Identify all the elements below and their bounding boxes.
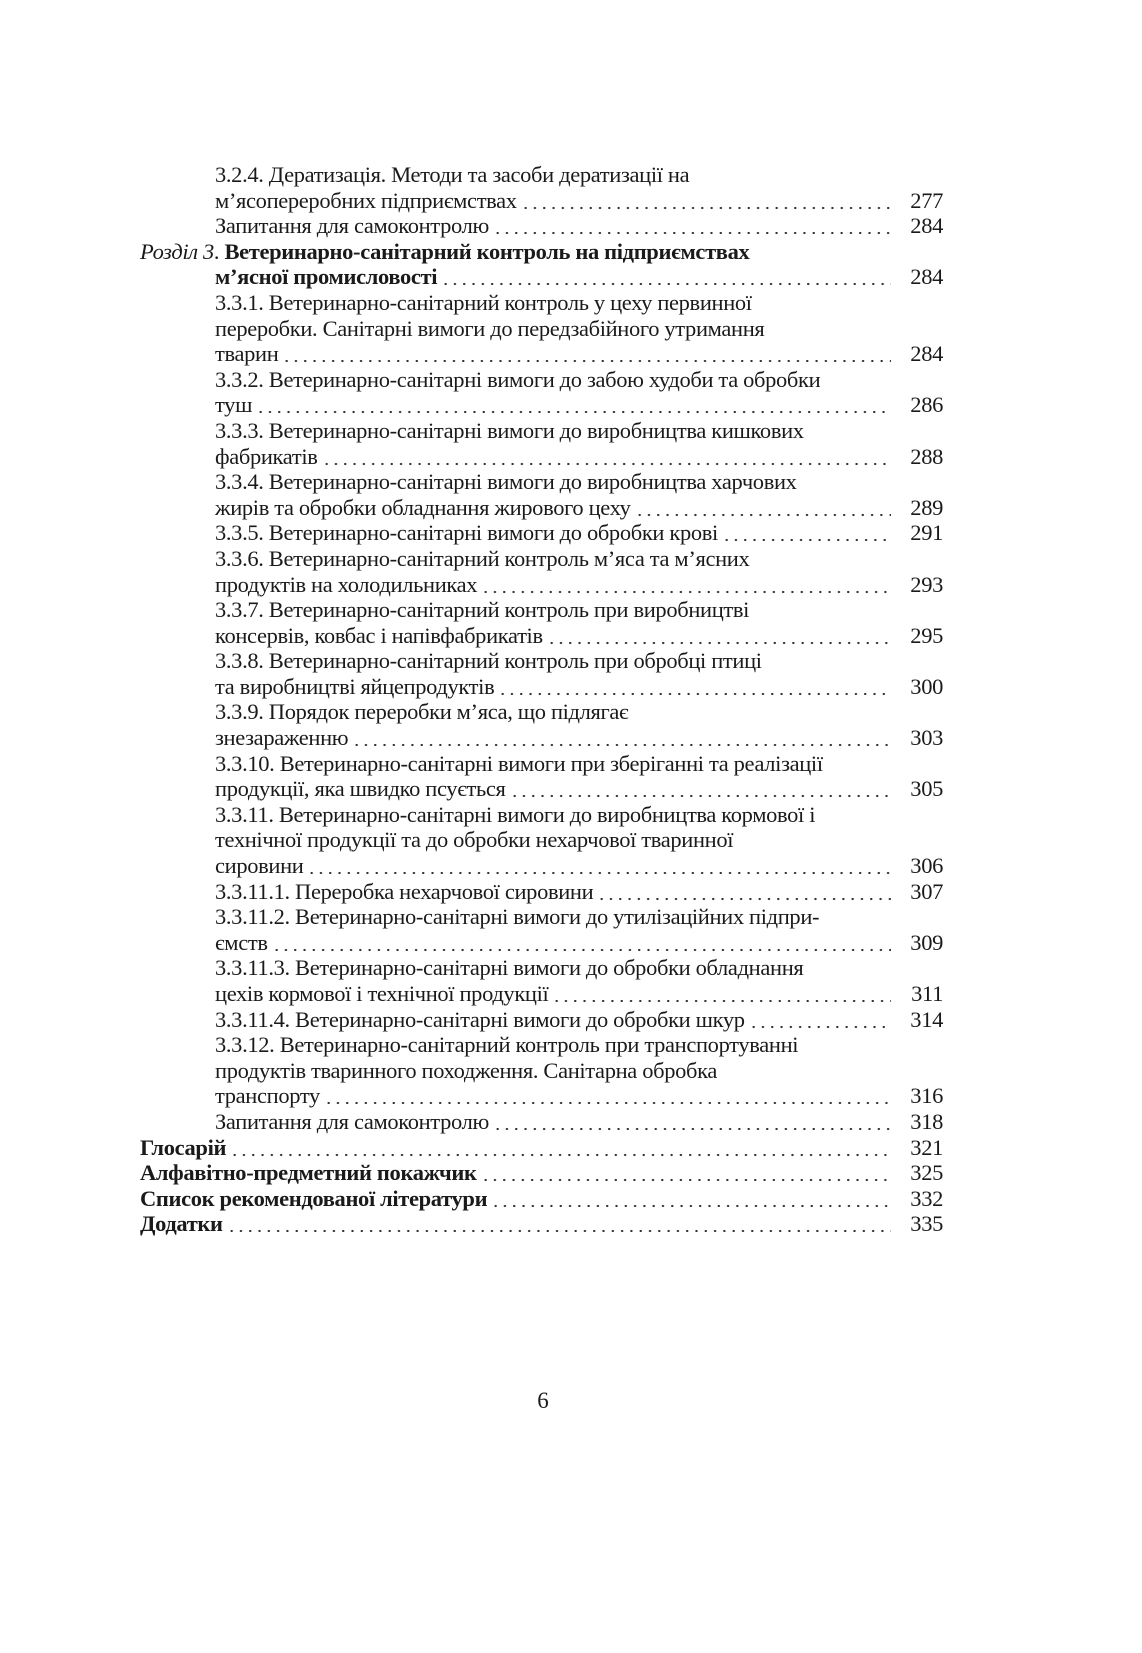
toc-line-text-wrap xyxy=(215,827,733,853)
toc-line-text-wrap xyxy=(140,1135,226,1161)
toc-line-text-wrap xyxy=(215,1007,745,1033)
toc-line-text-wrap xyxy=(215,648,762,674)
toc-line-text: 3.2.4. Дератизація. Методи та засоби дератизації на xyxy=(215,162,690,187)
toc-page-number: 325 xyxy=(910,1160,943,1186)
toc-line-text: 3.3.10. Ветеринарно-санітарні вимоги при зберіганні та реалізації xyxy=(215,750,823,776)
toc-line xyxy=(140,572,943,598)
dot-leader xyxy=(635,495,891,521)
toc-page-number: 291 xyxy=(910,520,943,546)
toc-line-text-wrap xyxy=(215,316,764,342)
toc-entry[interactable] xyxy=(140,290,943,367)
toc-line-text: Глосарій xyxy=(140,1134,227,1160)
toc-page-number: 332 xyxy=(910,1185,943,1211)
dot-leader xyxy=(352,725,891,751)
toc-line xyxy=(140,802,943,828)
toc-line xyxy=(140,981,943,1007)
toc-line xyxy=(140,239,943,265)
toc-entry[interactable] xyxy=(140,1135,943,1161)
toc-line xyxy=(140,418,943,444)
toc-entry[interactable] xyxy=(140,469,943,520)
toc-entry[interactable] xyxy=(140,1211,943,1237)
toc-line-text-wrap xyxy=(215,495,631,521)
toc-line-text-wrap xyxy=(215,213,489,239)
toc-line-text: знезараженню xyxy=(215,725,349,751)
toc-line-text-wrap xyxy=(215,264,437,290)
dot-leader xyxy=(493,213,891,239)
toc-line-text-wrap xyxy=(215,879,593,905)
toc-line-text: ємств xyxy=(215,929,268,955)
dot-leader xyxy=(282,341,891,367)
toc-line-text: Додатки xyxy=(140,1211,223,1237)
toc-line xyxy=(140,1186,943,1212)
toc-line xyxy=(140,188,943,214)
toc-line-text-wrap xyxy=(215,392,252,418)
toc-line-text-wrap xyxy=(215,1058,717,1084)
toc-line xyxy=(140,879,943,905)
toc-entry[interactable] xyxy=(140,367,943,418)
toc-line-text-wrap xyxy=(215,981,548,1007)
toc-line-text-wrap xyxy=(215,546,749,572)
toc-line xyxy=(140,1160,943,1186)
toc-page-number: 289 xyxy=(910,494,943,520)
toc-line-text: фабрикатів xyxy=(215,443,318,469)
dot-leader xyxy=(491,1186,891,1212)
toc-page-number: 305 xyxy=(910,776,943,802)
toc-line-text-wrap xyxy=(215,1083,320,1109)
toc-line xyxy=(140,1007,943,1033)
toc-line-text: 3.3.9. Порядок переробки м’яса, що підлягає xyxy=(215,699,629,725)
toc-line xyxy=(140,827,943,853)
toc-line xyxy=(140,316,943,342)
toc-line-text-wrap xyxy=(140,1160,477,1186)
toc-entry[interactable] xyxy=(140,904,943,955)
toc-line-text: жирів та обробки обладнання жирового цеху xyxy=(215,494,631,520)
toc-line xyxy=(140,751,943,777)
toc-line-text-wrap xyxy=(215,1032,798,1058)
toc-line xyxy=(140,623,943,649)
toc-line-text-wrap xyxy=(215,469,797,495)
toc-line-text: технічної продукції та до обробки нехарчової тваринної xyxy=(215,827,734,853)
toc-line xyxy=(140,904,943,930)
toc-line-text: 3.3.11.2. Ветеринарно-санітарні вимоги до утилізаційних підпри- xyxy=(215,904,820,930)
toc-entry[interactable] xyxy=(140,597,943,648)
toc-line-text-wrap xyxy=(215,802,815,828)
toc-line-text: 3.3.8. Ветеринарно-санітарний контроль при обробці птиці xyxy=(215,648,762,674)
toc-line-text-wrap xyxy=(140,1186,487,1212)
dot-leader xyxy=(493,1109,891,1135)
toc-line xyxy=(140,930,943,956)
toc-line-text: транспорту xyxy=(215,1083,320,1109)
toc-line xyxy=(140,597,943,623)
toc-line-text: 3.3.5. Ветеринарно-санітарні вимоги до обробки крові xyxy=(215,520,718,546)
toc-entry[interactable] xyxy=(140,239,943,290)
toc-line-text: 3.3.11. Ветеринарно-санітарні вимоги до виробництва кормової і xyxy=(215,801,816,827)
toc-line-text: 3.3.6. Ветеринарно-санітарний контроль м’яса та м’ясних xyxy=(215,545,750,571)
toc-line-text: та виробництві яйцепродуктів xyxy=(215,673,495,699)
dot-leader xyxy=(441,264,891,290)
toc-line-text: продуктів на холодильниках xyxy=(215,571,478,597)
toc-page-number: 284 xyxy=(910,264,943,290)
toc-line-text-wrap xyxy=(215,341,278,367)
toc-line-text: цехів кормової і технічної продукції xyxy=(215,981,549,1006)
toc-page-number: 335 xyxy=(910,1211,943,1237)
toc-line-text: 3.3.11.1. Переробка нехарчової сировини xyxy=(215,878,594,904)
dot-leader xyxy=(322,444,891,470)
chapter-label: Розділ 3 xyxy=(140,238,214,264)
toc-entry[interactable] xyxy=(140,418,943,469)
toc-line xyxy=(140,648,943,674)
dot-leader xyxy=(272,930,891,956)
toc-line-text-wrap xyxy=(215,751,823,777)
toc-entry[interactable] xyxy=(140,879,943,905)
toc-entry[interactable] xyxy=(140,699,943,750)
toc-entry[interactable] xyxy=(140,955,943,1006)
toc-line xyxy=(140,341,943,367)
toc-line-text: 3.3.2. Ветеринарно-санітарні вимоги до забою худоби та обробки xyxy=(215,366,821,392)
toc-page-number: 318 xyxy=(910,1108,943,1134)
toc-line-text-wrap xyxy=(215,853,303,879)
toc-line-text: 3.3.4. Ветеринарно-санітарні вимоги до виробництва харчових xyxy=(215,469,797,495)
toc-line xyxy=(140,1211,943,1237)
toc-line-text: Запитання для самоконтролю xyxy=(215,1108,489,1134)
toc-line-text-wrap xyxy=(215,1109,489,1135)
toc-line xyxy=(140,1032,943,1058)
toc-line-text: продуктів тваринного походження. Санітарна обробка xyxy=(215,1057,717,1083)
toc-line-text: сировини xyxy=(215,853,304,879)
toc-line-text: 3.3.3. Ветеринарно-санітарні вимоги до виробництва кишкових xyxy=(215,417,804,443)
toc-line xyxy=(140,955,943,981)
toc-page-number: 284 xyxy=(910,341,943,367)
toc-entry[interactable] xyxy=(140,751,943,802)
toc-line-text: м’ясної промисловості xyxy=(215,264,438,290)
dot-leader xyxy=(230,1135,891,1161)
toc-line-text: переробки. Санітарні вимоги до передзабійного утримання xyxy=(215,315,765,341)
toc-line-text-wrap xyxy=(215,572,477,598)
toc-entry[interactable] xyxy=(140,1186,943,1212)
toc-line-text-wrap xyxy=(215,520,718,546)
toc-line xyxy=(140,444,943,470)
toc-line-text-wrap xyxy=(215,904,819,930)
toc-line xyxy=(140,162,943,188)
toc-entry[interactable] xyxy=(140,648,943,699)
toc-line xyxy=(140,213,943,239)
toc-line-text: тварин xyxy=(215,341,279,367)
page-number: 6 xyxy=(537,1388,549,1413)
toc-line-text-wrap xyxy=(215,930,268,956)
toc-page-number: 284 xyxy=(910,213,943,239)
dot-leader xyxy=(481,1160,891,1186)
toc-page-number: 293 xyxy=(910,571,943,597)
toc-line xyxy=(140,725,943,751)
toc-page-number: 286 xyxy=(910,392,943,418)
toc-page-number: 309 xyxy=(910,929,943,955)
toc-line-text: м’ясопереробних підприємствах xyxy=(215,187,517,213)
toc-entry[interactable] xyxy=(140,1007,943,1033)
toc-line xyxy=(140,776,943,802)
toc-line-text-wrap xyxy=(215,699,628,725)
toc-entry[interactable] xyxy=(140,162,943,213)
toc-line xyxy=(140,469,943,495)
toc-line-text-wrap xyxy=(215,776,506,802)
dot-leader xyxy=(481,572,891,598)
toc-line xyxy=(140,1135,943,1161)
toc-line xyxy=(140,264,943,290)
toc-line-text: 3.3.7. Ветеринарно-санітарний контроль при виробництві xyxy=(215,597,750,623)
toc-line xyxy=(140,699,943,725)
toc-line-text-wrap xyxy=(215,725,348,751)
toc-line xyxy=(140,1058,943,1084)
toc-line-text: 3.3.1. Ветеринарно-санітарний контроль у цеху первинної xyxy=(215,289,752,315)
toc-line xyxy=(140,1109,943,1135)
dot-leader xyxy=(324,1083,891,1109)
dot-leader xyxy=(521,188,891,214)
toc-line xyxy=(140,1083,943,1109)
toc-entry[interactable] xyxy=(140,213,943,239)
toc-entry[interactable] xyxy=(140,802,943,879)
toc-page-number: 311 xyxy=(911,981,943,1006)
toc-line-text: продукції, яка швидко псується xyxy=(215,776,506,802)
toc-page-number: 316 xyxy=(910,1083,943,1109)
toc-line-text-wrap xyxy=(215,623,543,649)
dot-leader xyxy=(722,520,891,546)
toc-line xyxy=(140,392,943,418)
toc-line-text-wrap xyxy=(215,418,804,444)
toc-entry[interactable] xyxy=(140,1160,943,1186)
toc-line-text: Список рекомендованої літератури xyxy=(140,1185,488,1211)
toc-line-text: Запитання для самоконтролю xyxy=(215,213,489,239)
toc-entry[interactable] xyxy=(140,546,943,597)
table-of-contents xyxy=(140,162,943,1237)
dot-leader xyxy=(256,392,891,418)
toc-line-text-wrap xyxy=(140,239,749,265)
toc-line-text: Ветеринарно-санітарний контроль на підприємствах xyxy=(224,238,750,264)
toc-line-text-wrap xyxy=(215,367,820,393)
toc-line-text: 3.3.12. Ветеринарно-санітарний контроль при транспортуванні xyxy=(215,1032,799,1058)
toc-line-text: 3.3.11.3. Ветеринарно-санітарні вимоги до обробки обладнання xyxy=(215,955,804,981)
toc-line xyxy=(140,367,943,393)
toc-line xyxy=(140,520,943,546)
toc-line xyxy=(140,674,943,700)
toc-page-number: 295 xyxy=(910,622,943,648)
toc-line xyxy=(140,853,943,879)
toc-line-text-wrap xyxy=(215,290,752,316)
toc-line-text-wrap xyxy=(215,162,689,188)
toc-line-text-wrap xyxy=(215,188,517,214)
dot-leader xyxy=(597,879,891,905)
toc-page-number: 303 xyxy=(910,725,943,751)
dot-leader xyxy=(498,674,891,700)
toc-line-text-wrap xyxy=(215,955,803,981)
toc-line-text: Алфавітно-предметний покажчик xyxy=(140,1160,477,1186)
dot-leader xyxy=(307,853,891,879)
toc-page-number: 288 xyxy=(910,443,943,469)
toc-line-text-wrap xyxy=(215,444,318,470)
toc-line xyxy=(140,546,943,572)
toc-entry[interactable] xyxy=(140,1109,943,1135)
toc-page-number: 307 xyxy=(910,878,943,904)
dot-leader xyxy=(547,623,891,649)
chapter-separator: . xyxy=(213,238,225,264)
toc-line-text-wrap xyxy=(215,674,494,700)
dot-leader xyxy=(552,981,891,1007)
dot-leader xyxy=(749,1007,891,1033)
toc-entry[interactable] xyxy=(140,520,943,546)
toc-line-text: консервів, ковбас і напівфабрикатів xyxy=(215,622,543,648)
toc-page-number: 306 xyxy=(910,853,943,879)
dot-leader xyxy=(227,1211,891,1237)
toc-line xyxy=(140,495,943,521)
toc-page-number: 300 xyxy=(910,673,943,699)
dot-leader xyxy=(510,776,891,802)
toc-page-number: 277 xyxy=(910,187,943,213)
toc-line-text: туш xyxy=(215,392,253,418)
toc-page-number: 314 xyxy=(910,1006,943,1032)
toc-page-number: 321 xyxy=(910,1134,943,1160)
toc-line-text-wrap xyxy=(215,597,749,623)
toc-line-text: 3.3.11.4. Ветеринарно-санітарні вимоги до обробки шкур xyxy=(215,1006,745,1032)
toc-line-text-wrap xyxy=(140,1211,223,1237)
toc-entry[interactable] xyxy=(140,1032,943,1109)
toc-line xyxy=(140,290,943,316)
